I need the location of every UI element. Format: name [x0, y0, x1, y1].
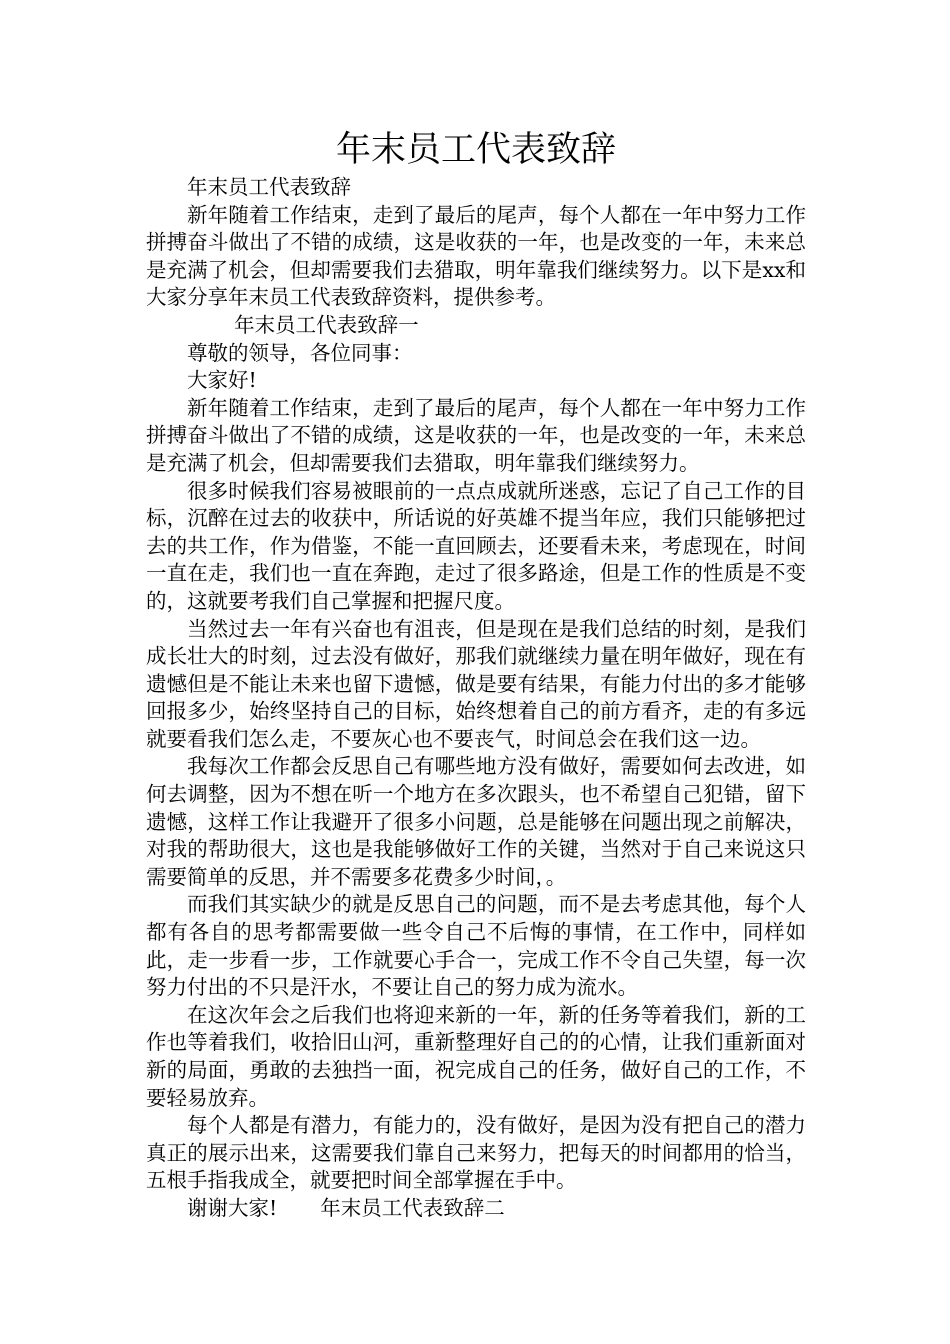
body-paragraph: 每个人都是有潜力，有能力的，没有做好，是因为没有把自己的潜力真正的展示出来，这需要我们靠自己来努力，把每天的时间都用的恰当，五根手指我成全，就要把时间全部掌握在手中。	[146, 1113, 806, 1193]
body-paragraph: 新年随着工作结束，走到了最后的尾声，每个人都在一年中努力工作拼搏奋斗做出了不错的成绩，这是收获的一年，也是改变的一年，未来总是充满了机会，但却需要我们去猎取，明年靠我们继续努力。	[146, 395, 806, 475]
body-paragraph: 在这次年会之后我们也将迎来新的一年，新的任务等着我们，新的工作也等着我们，收拾旧山河，重新整理好自己的的心情，让我们重新面对新的局面，勇敢的去独挡一面，祝完成自己的任务，做好自己的工作，不要轻易放弃。	[146, 1002, 806, 1110]
intro-paragraph: 新年随着工作结束，走到了最后的尾声，每个人都在一年中努力工作拼搏奋斗做出了不错的成绩，这是收获的一年，也是改变的一年，未来总是充满了机会，但却需要我们去猎取，明年靠我们继续努力。以下是xx和大家分享年末员工代表致辞资料，提供参考。	[146, 202, 806, 310]
body-paragraph: 我每次工作都会反思自己有哪些地方没有做好，需要如何去改进，如何去调整，因为不想在听一个地方在多次跟头，也不希望自己犯错，留下遗憾，这样工作让我避开了很多小问题，总是能够在问题出现之前解决，对我的帮助很大，这也是我能够做好工作的关键，当然对于自己来说这只需要简单的反思，并不需要多花费多少时间，。	[146, 754, 806, 889]
body-paragraph: 很多时候我们容易被眼前的一点点成就所迷惑，忘记了自己工作的目标，沉醉在过去的收获中，所话说的好英雄不提当年应，我们只能够把过去的共工作，作为借鉴，不能一直回顾去，还要看未来，考虑现在，时间一直在走，我们也一直在奔跑，走过了很多路途，但是工作的性质是不变的，这就要考我们自己掌握和把握尺度。	[146, 478, 806, 613]
section-heading-one: 年末员工代表致辞一	[234, 312, 419, 337]
subtitle-paragraph: 年末员工代表致辞	[187, 175, 351, 199]
greeting: 大家好!	[187, 368, 257, 393]
document-page	[146, 126, 806, 1223]
closing-line	[146, 1195, 806, 1223]
closing-thanks: 谢谢大家!	[187, 1195, 278, 1220]
document-title: 年末员工代表致辞	[335, 130, 616, 170]
section-heading-two: 年末员工代表致辞二	[320, 1195, 505, 1220]
document-body	[146, 174, 806, 1223]
body-paragraph: 而我们其实缺少的就是反思自己的问题，而不是去考虑其他，每个人都有各自的思考都需要做一些令自己不后悔的事情，在工作中，同样如此，走一步看一步，工作就要心手合一，完成工作不令自己失望，每一次努力付出的不只是汗水，不要让自己的努力成为流水。	[146, 892, 806, 1000]
body-paragraph: 当然过去一年有兴奋也有沮丧，但是现在是我们总结的时刻，是我们成长壮大的时刻，过去没有做好，那我们就继续力量在明年做好，现在有遗憾但是不能让未来也留下遗憾，做是要有结果，有能力付出的多才能够回报多少，始终坚持自己的目标，始终想着自己的前方看齐，走的有多远就要看我们怎么走，不要灰心也不要丧气，时间总会在我们这一边。	[146, 616, 806, 751]
salutation: 尊敬的领导，各位同事：	[187, 340, 413, 365]
